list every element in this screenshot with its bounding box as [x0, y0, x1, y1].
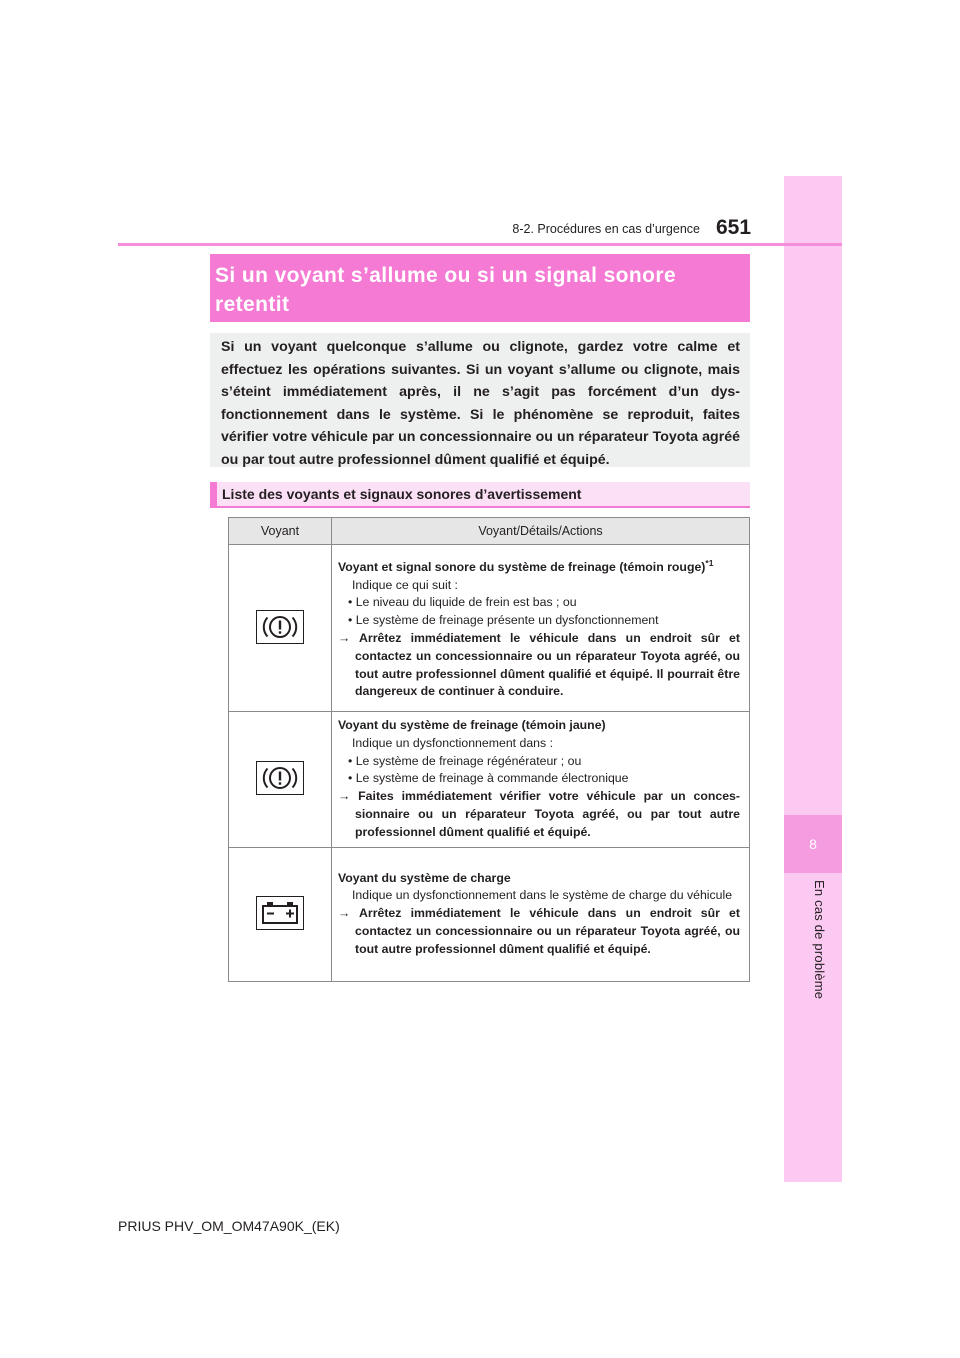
details-cell: [332, 545, 750, 712]
icon-cell: [229, 847, 332, 981]
column-header-details: Voyant/Détails/Actions: [332, 518, 750, 545]
light-bullet: • Le système de freinage régénérateur ; ou: [348, 753, 582, 768]
table-row: [229, 545, 750, 712]
brake-warning-icon: [256, 761, 304, 795]
table-row: [229, 847, 750, 981]
light-intro: Indique un dysfonctionnement dans :: [352, 735, 553, 750]
subheading-title: Liste des voyants et signaux sonores d’avertissement: [222, 486, 582, 502]
details-cell: [332, 712, 750, 848]
page-number: 651: [716, 216, 752, 239]
light-title-text: Voyant et signal sonore du système de freinage (témoin rouge): [338, 559, 706, 574]
icon-cell: [229, 545, 332, 712]
intro-box: [210, 333, 750, 467]
light-intro: Indique un dysfonctionnement dans le système de charge du véhicule: [352, 888, 733, 903]
battery-icon: [256, 896, 304, 930]
subheading-accent: [210, 482, 217, 506]
light-bullet: • Le système de freinage présente un dysfonctionnement: [348, 613, 659, 628]
banner-title-line1: Si un voyant s’allume ou si un signal sonore: [215, 264, 677, 287]
chapter-label: En cas de problème: [812, 880, 827, 1000]
brake-warning-icon: [256, 610, 304, 644]
subheading: [210, 482, 750, 508]
banner-title-line2: retentit: [215, 293, 290, 316]
table-row: [229, 712, 750, 848]
table-header-row: [229, 518, 750, 545]
chapter-number: 8: [784, 815, 842, 873]
icon-cell: [229, 712, 332, 848]
intro-text: Si un voyant quelconque s’allume ou clignote, gardez votre calme et effectuez les opérations suivantes. Si un voyant s’allume ou clignote, mais s’éteint immédiatement après, il ne s’agit pas forcément d’un dys-fonctionnement dans le système. Si le phénomène se reproduit, faites vérifier votre véhicule par un concessionnaire ou un réparateur Toyota agréé ou par tout autre professionnel dûment qualifié et équipé.: [221, 339, 740, 468]
light-action: → Arrêtez immédiatement le véhicule dans un endroit sûr et contactez un concessionnaire ou un réparateur Toyota agréé, ou tout autre professionnel dûment qualifié et équipé. Il pourrait être dangereux de continuer à conduire.: [338, 631, 740, 699]
light-title: Voyant du système de charge: [338, 870, 511, 885]
details-cell: [332, 847, 750, 981]
light-action: → Faites immédiatement vérifier votre véhicule par un conces-sionnaire ou un réparateur Toyota agréé, ou par tout autre professionnel dûment qualifié et équipé.: [338, 789, 740, 839]
light-title: Voyant du système de freinage (témoin jaune): [338, 718, 606, 732]
light-title: [338, 555, 740, 577]
light-action: → Arrêtez immédiatement le véhicule dans un endroit sûr et contactez un concessionnaire ou un réparateur Toyota agréé, ou tout autre professionnel dûment qualifié et équipé.: [338, 906, 740, 956]
document-code: PRIUS PHV_OM_OM47A90K_(EK): [118, 1218, 340, 1234]
column-header-light: Voyant: [229, 518, 332, 545]
header-rule: [118, 243, 842, 246]
side-chapter-tab: [784, 176, 842, 1182]
light-bullet: • Le système de freinage à commande électronique: [348, 771, 629, 786]
light-intro: Indique ce qui suit :: [352, 577, 458, 592]
light-bullet: • Le niveau du liquide de frein est bas ; ou: [348, 595, 577, 610]
warning-lights-table: [228, 517, 750, 982]
footnote-marker: *1: [705, 557, 714, 568]
section-title: 8-2. Procédures en cas d’urgence: [512, 222, 700, 236]
section-banner: [210, 254, 750, 322]
